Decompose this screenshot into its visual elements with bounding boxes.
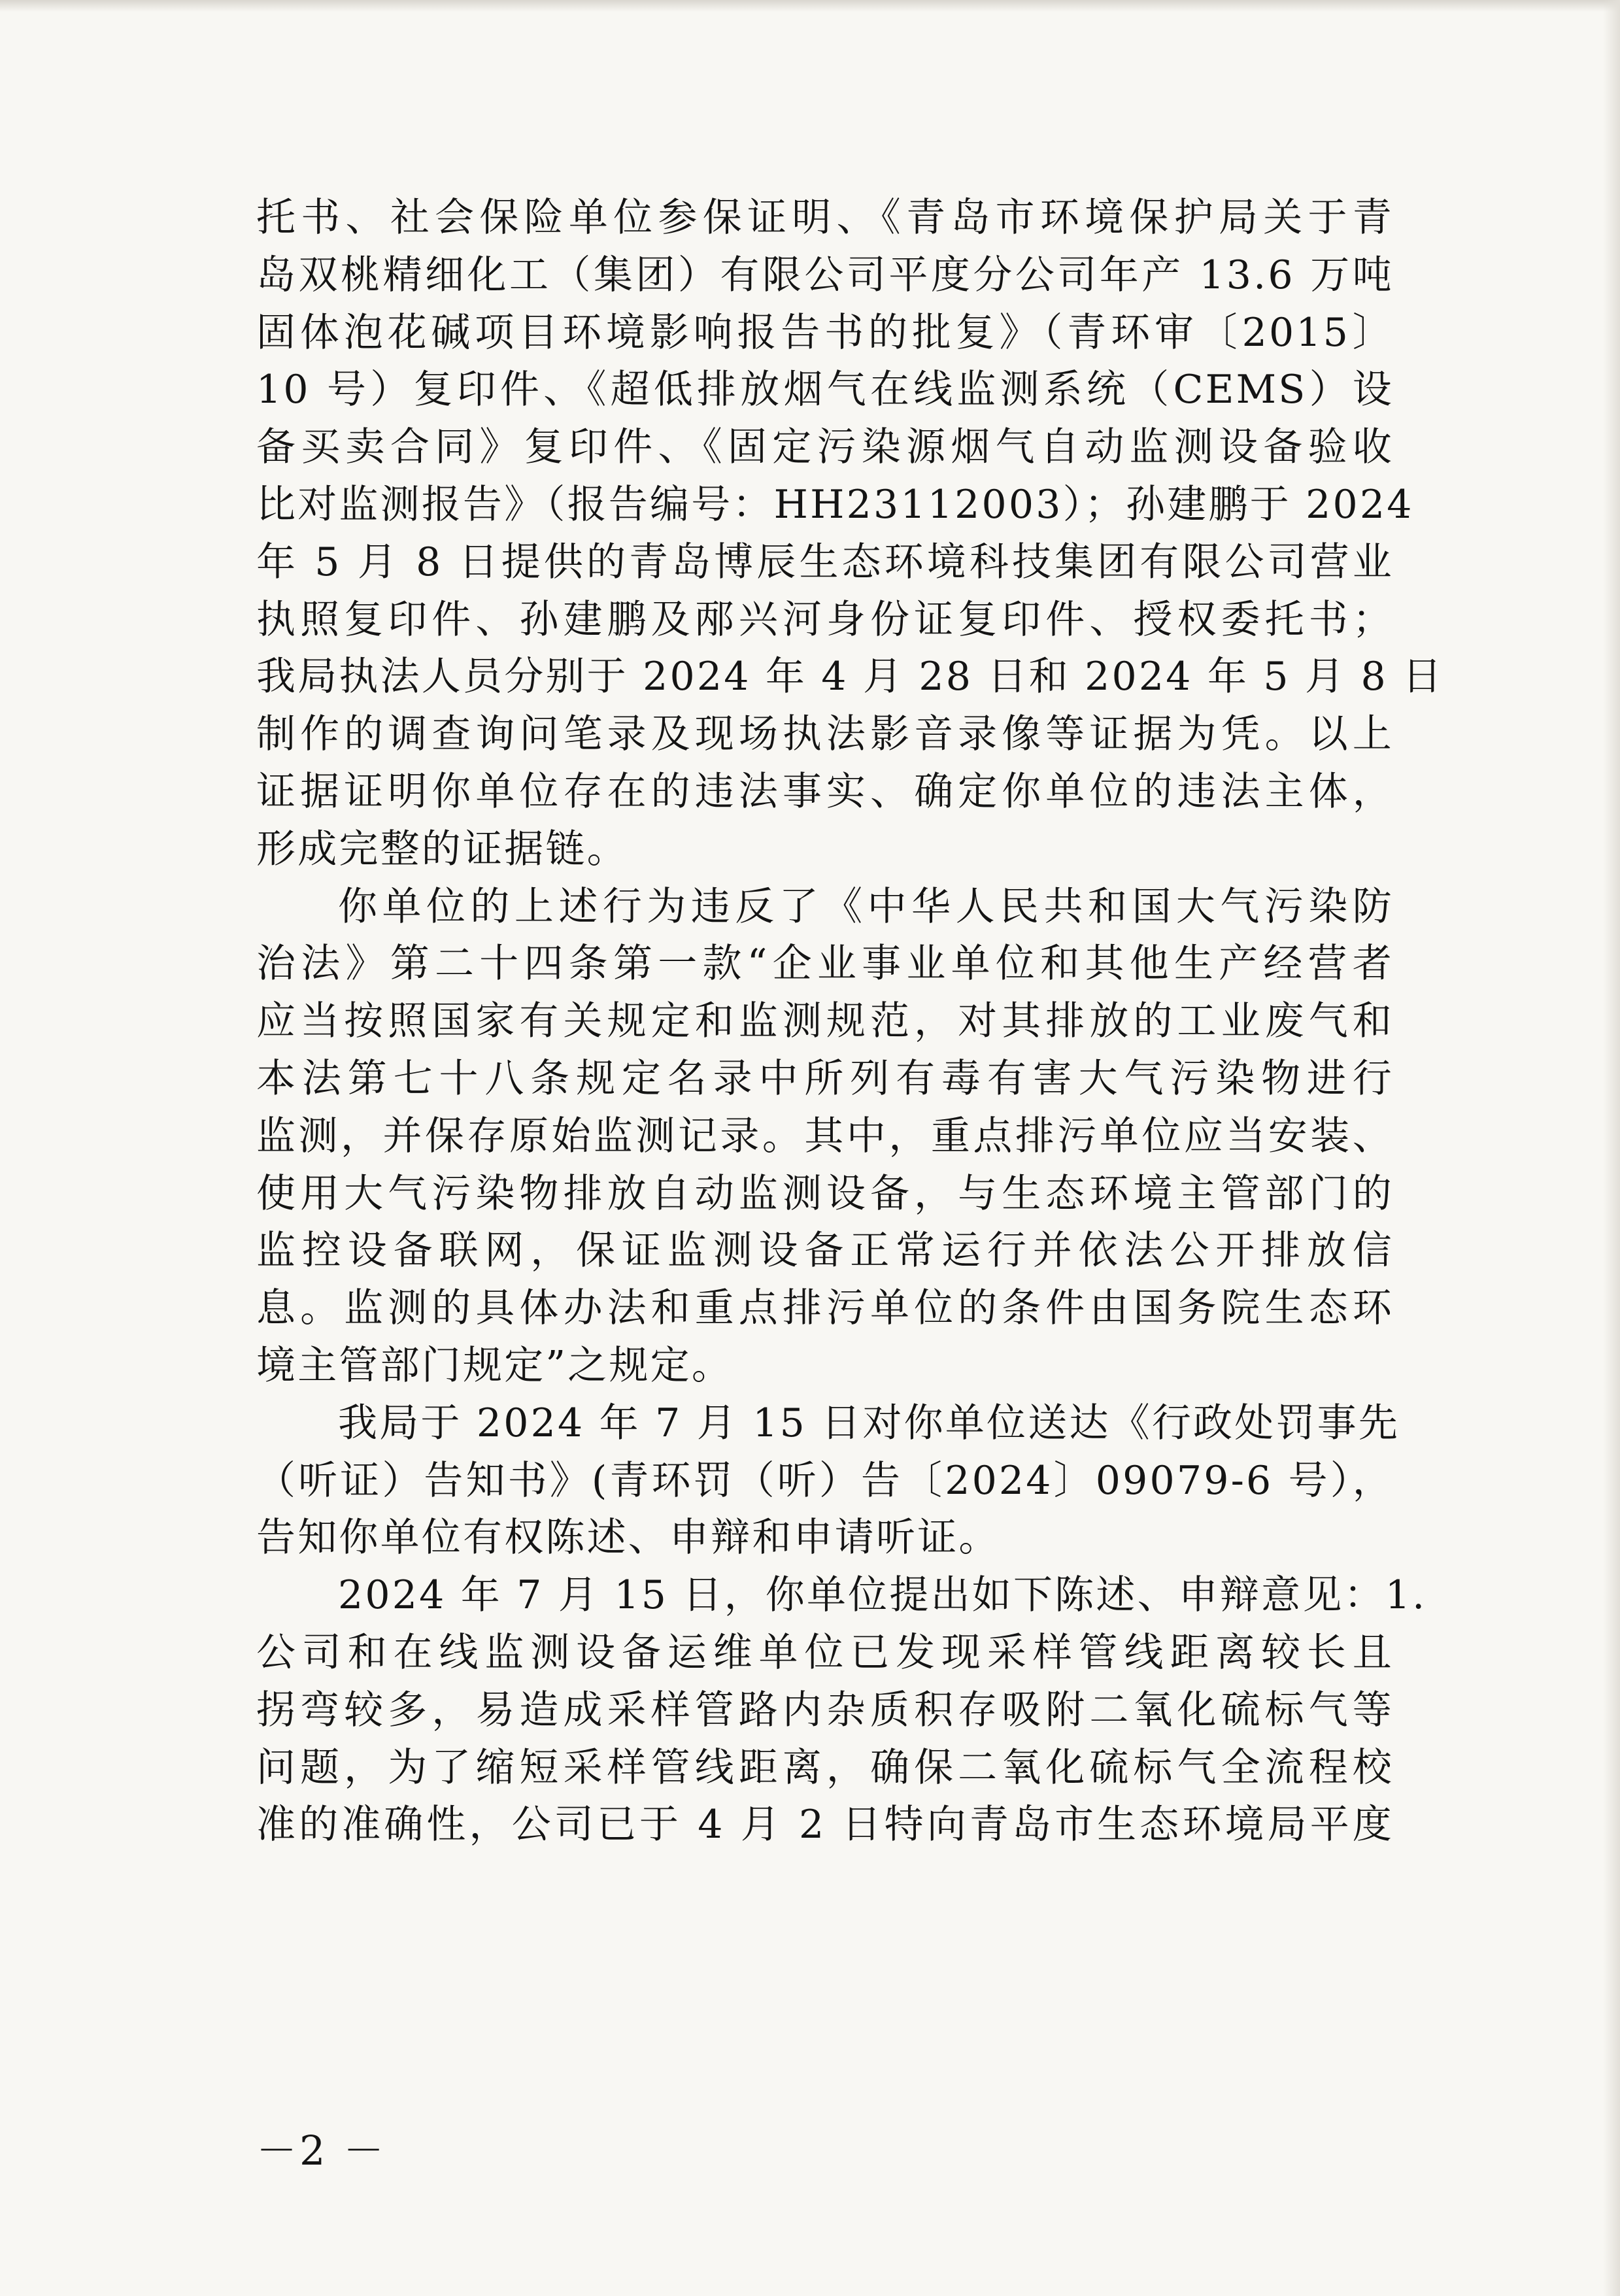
text-line: 监控设备联网，保证监测设备正常运行并依法公开排放信 — [256, 1228, 1394, 1274]
scan-edge-top — [0, 0, 1620, 12]
text-line: 执照复印件、孙建鹏及邴兴河身份证复印件、授权委托书； — [256, 596, 1394, 643]
text-line: 告知你单位有权陈述、申辩和申请听证。 — [256, 1515, 1000, 1561]
text-line: 境主管部门规定”之规定。 — [256, 1342, 734, 1389]
text-line: 使用大气污染物排放自动监测设备，与生态环境主管部门的 — [256, 1170, 1394, 1217]
text-line: 监测，并保存原始监测记录。其中，重点排污单位应当安装、 — [256, 1113, 1394, 1159]
paragraph-notice — [256, 1395, 1400, 1567]
text-line: 年 5 月 8 日提供的青岛博辰生态环境科技集团有限公司营业 — [256, 539, 1394, 585]
text-line: 你单位的上述行为违反了《中华人民共和国大气污染防 — [338, 883, 1394, 930]
paragraph-statement — [256, 1567, 1427, 1854]
text-line: 我局执法人员分别于 2024 年 4 月 28 日和 2024 年 5 月 8 日 — [256, 654, 1444, 700]
text-line: 2024 年 7 月 15 日，你单位提出如下陈述、申辩意见：1. — [338, 1572, 1427, 1619]
paragraph-evidence — [256, 190, 1444, 879]
text-line: 形成完整的证据链。 — [256, 826, 628, 872]
text-line: 本法第七十八条规定名录中所列有毒有害大气污染物进行 — [256, 1055, 1394, 1102]
document-body — [256, 190, 1444, 1854]
text-line: 托书、社会保险单位参保证明、《青岛市环境保护局关于青 — [256, 195, 1394, 241]
text-line: 备买卖合同》复印件、《固定污染源烟气自动监测设备验收 — [256, 424, 1394, 471]
text-line: 制作的调查询问笔录及现场执法影音录像等证据为凭。以上 — [256, 711, 1394, 758]
text-line: 10 号）复印件、《超低排放烟气在线监测系统（CEMS）设 — [256, 367, 1394, 413]
text-line: 比对监测报告》（报告编号：HH23112003）；孙建鹏于 2024 — [256, 481, 1414, 528]
text-line: 准的准确性，公司已于 4 月 2 日特向青岛市生态环境局平度 — [256, 1802, 1394, 1848]
paragraph-violation — [256, 879, 1394, 1395]
page-number: －2 － — [256, 2127, 387, 2174]
text-line: 应当按照国家有关规定和监测规范，对其排放的工业废气和 — [256, 998, 1394, 1045]
text-line: 公司和在线监测设备运维单位已发现采样管线距离较长且 — [256, 1629, 1394, 1676]
text-line: 岛双桃精细化工（集团）有限公司平度分公司年产 13.6 万吨 — [256, 252, 1394, 298]
text-line: 固体泡花碱项目环境影响报告书的批复》（青环审〔2015〕 — [256, 309, 1394, 356]
text-line: 问题，为了缩短采样管线距离，确保二氧化硫标气全流程校 — [256, 1744, 1394, 1791]
text-line: （听证）告知书》(青环罚（听）告〔2024〕09079-6 号）， — [256, 1457, 1394, 1504]
text-line: 治法》第二十四条第一款“企业事业单位和其他生产经营者 — [256, 941, 1394, 987]
text-line: 拐弯较多，易造成采样管路内杂质积存吸附二氧化硫标气等 — [256, 1687, 1394, 1733]
text-line: 息。监测的具体办法和重点排污单位的条件由国务院生态环 — [256, 1285, 1394, 1332]
scan-edge-right — [1603, 0, 1620, 2296]
text-line: 证据证明你单位存在的违法事实、确定你单位的违法主体， — [256, 768, 1394, 815]
text-line: 我局于 2024 年 7 月 15 日对你单位送达《行政处罚事先 — [338, 1400, 1400, 1446]
